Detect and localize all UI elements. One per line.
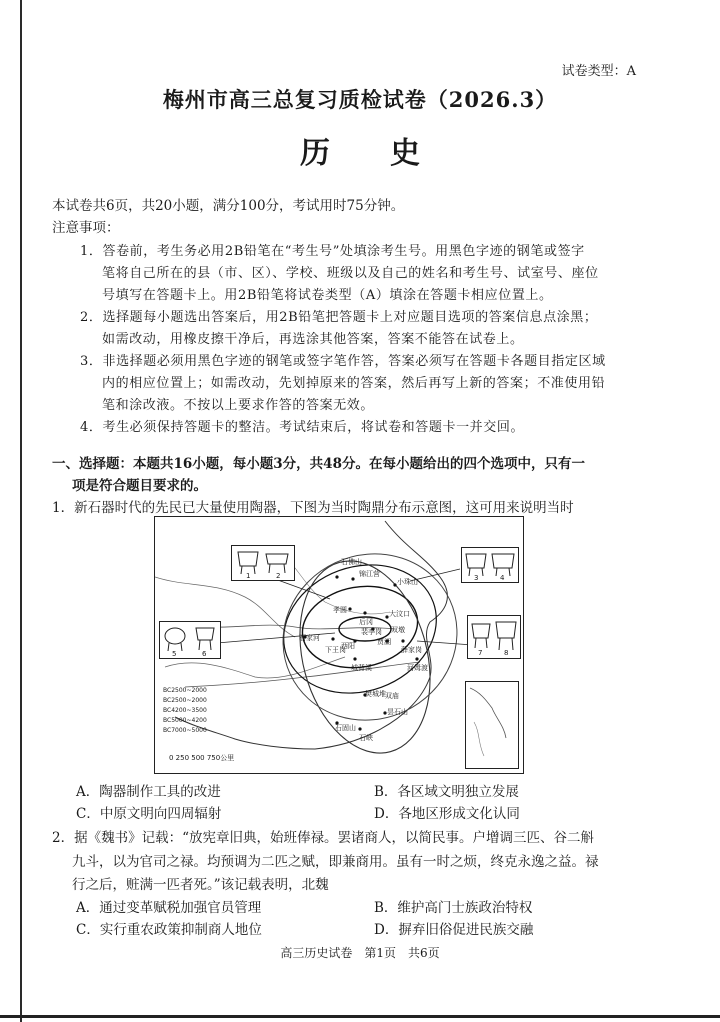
place-label: 裴李岗 bbox=[361, 628, 382, 636]
map-scale: 0 250 500 750公里 bbox=[169, 754, 235, 762]
place-label: 城背溪 bbox=[351, 664, 372, 672]
notice-item-1-line-1: 1．答卷前，考生务必用2B铅笔在“考生号”处填涂考生号。用黑色字迹的钢笔或签字 bbox=[80, 244, 585, 259]
notice-heading: 注意事项： bbox=[52, 220, 120, 236]
place-label: 薛家岗 bbox=[401, 646, 422, 654]
notice-item-4-line-1: 4．考生必须保持答题卡的整洁。考试结束后，将试卷和答题卡一并交回。 bbox=[80, 420, 525, 435]
pot-number-7: 7 bbox=[478, 649, 483, 657]
place-label: 樊城堆 bbox=[365, 690, 386, 698]
pot-number-5: 5 bbox=[172, 650, 177, 658]
question-2-stem-line-3: 行之后，赃满一匹者死。”该记载表明，北魏 bbox=[72, 877, 329, 893]
section-heading-line-1: 一、选择题：本题共16小题，每小题3分，共48分。在每小题给出的四个选项中，只有一 bbox=[52, 456, 585, 472]
pot-number-4: 4 bbox=[500, 574, 505, 582]
notice-item-3-line-3: 笔和涂改液。不按以上要求作答的答案无效。 bbox=[102, 398, 375, 413]
question-2-option-c[interactable]: C．实行重农政策抑制商人地位 bbox=[76, 922, 262, 938]
notice-item-2-line-1: 2．选择题每小题选出答案后，用2B铅笔把答题卡上对应题目选项的答案信息点涂黑； bbox=[80, 310, 598, 325]
pottery-illustration-1-2 bbox=[231, 545, 295, 581]
legend-item: BC5000~4200 bbox=[163, 717, 207, 724]
question-1-option-c[interactable]: C．中原文明向四周辐射 bbox=[76, 806, 222, 822]
legend-item: BC2500~2000 bbox=[163, 697, 207, 704]
place-label: 西阳 bbox=[341, 642, 355, 650]
place-label: 下王岗 bbox=[325, 646, 346, 654]
south-china-sea-inset bbox=[465, 681, 519, 769]
pot-number-1: 1 bbox=[246, 572, 251, 580]
place-label: 小珠山 bbox=[397, 578, 418, 586]
question-2-option-a[interactable]: A．通过变革赋税加强官员管理 bbox=[76, 900, 262, 916]
notice-item-2-line-2: 如需改动，用橡皮擦干净后，再选涂其他答案，答案不能答在试卷上。 bbox=[102, 332, 524, 347]
subject-title: 历史 bbox=[300, 136, 480, 171]
place-label: 石固山 bbox=[335, 724, 356, 732]
legend-item: BC7000~5000 bbox=[163, 727, 207, 734]
place-label: 昙石山 bbox=[387, 708, 408, 716]
question-2-option-d[interactable]: D．摒弃旧俗促进民族交融 bbox=[374, 922, 534, 938]
pot-number-8: 8 bbox=[504, 649, 509, 657]
pottery-ding-distribution-map bbox=[154, 516, 524, 774]
exam-intro: 本试卷共6页，共20小题，满分100分，考试用时75分钟。 bbox=[52, 198, 405, 214]
section-heading-line-2: 项是符合题目要求的。 bbox=[72, 478, 207, 494]
question-2-stem-line-1: 2．据《魏书》记载：“放宪章旧典，始班俸禄。罢诸商人，以简民事。户增调三匹、谷二斛 bbox=[52, 830, 594, 846]
place-label: 河姆渡 bbox=[407, 664, 428, 672]
paper-type-label: 试卷类型：A bbox=[561, 64, 636, 79]
question-1-option-d[interactable]: D．各地区形成文化认同 bbox=[374, 806, 520, 822]
notice-item-1-line-3: 号填写在答题卡上。用2B铅笔将试卷类型（A）填涂在答题卡相应位置上。 bbox=[102, 288, 553, 303]
legend-item: BC4200~3500 bbox=[163, 707, 207, 714]
pot-number-6: 6 bbox=[202, 650, 207, 658]
notice-item-3-line-1: 3．非选择题必须用黑色字迹的钢笔或签字笔作答，答案必须写在答题卡各题目指定区域 bbox=[80, 354, 606, 369]
exam-title: 梅州市高三总复习质检试卷（2026.3） bbox=[162, 87, 558, 112]
legend-item: BC2500~2000 bbox=[163, 687, 207, 694]
page-footer: 高三历史试卷 第1页 共6页 bbox=[280, 946, 440, 960]
place-label: 大汶口 bbox=[389, 610, 410, 618]
place-label: 石峡 bbox=[359, 734, 373, 742]
notice-item-3-line-2: 内的相应位置上；如需改动，先划掉原来的答案，然后再写上新的答案；不准使用铅 bbox=[102, 376, 606, 391]
question-2-stem-line-2: 九斗，以为官司之禄。均预调为二匹之赋，即兼商用。虽有一时之烦，终克永逸之益。禄 bbox=[72, 854, 599, 870]
question-2-option-b[interactable]: B．维护高门士族政治特权 bbox=[374, 900, 533, 916]
notice-item-1-line-2: 笔将自己所在的县（市、区）、学校、班级以及自己的姓名和考生号、试室号、座位 bbox=[102, 266, 599, 281]
pot-number-2: 2 bbox=[276, 572, 281, 580]
place-label: 石家河 bbox=[299, 634, 320, 642]
question-1-option-a[interactable]: A．陶器制作工具的改进 bbox=[76, 784, 221, 800]
place-label: 孝圆 bbox=[333, 606, 347, 614]
place-label: 后冈 bbox=[359, 618, 373, 626]
place-label: 石佛山 bbox=[341, 558, 362, 566]
place-label: 贾湖 bbox=[377, 638, 391, 646]
question-1-option-b[interactable]: B．各区域文明独立发展 bbox=[374, 784, 519, 800]
pot-number-3: 3 bbox=[474, 574, 479, 582]
pottery-illustration-7-8 bbox=[467, 615, 521, 659]
pottery-illustration-3-4 bbox=[461, 547, 519, 583]
place-label: 双墩 bbox=[391, 626, 405, 634]
place-label: 锦江营 bbox=[359, 570, 380, 578]
pottery-illustration-5-6 bbox=[159, 621, 221, 659]
question-1-stem: 1．新石器时代的先民已大量使用陶器，下图为当时陶鼎分布示意图，这可用来说明当时 bbox=[52, 500, 574, 516]
place-label: 双庙 bbox=[385, 692, 399, 700]
bottom-edge-line bbox=[0, 1015, 720, 1018]
